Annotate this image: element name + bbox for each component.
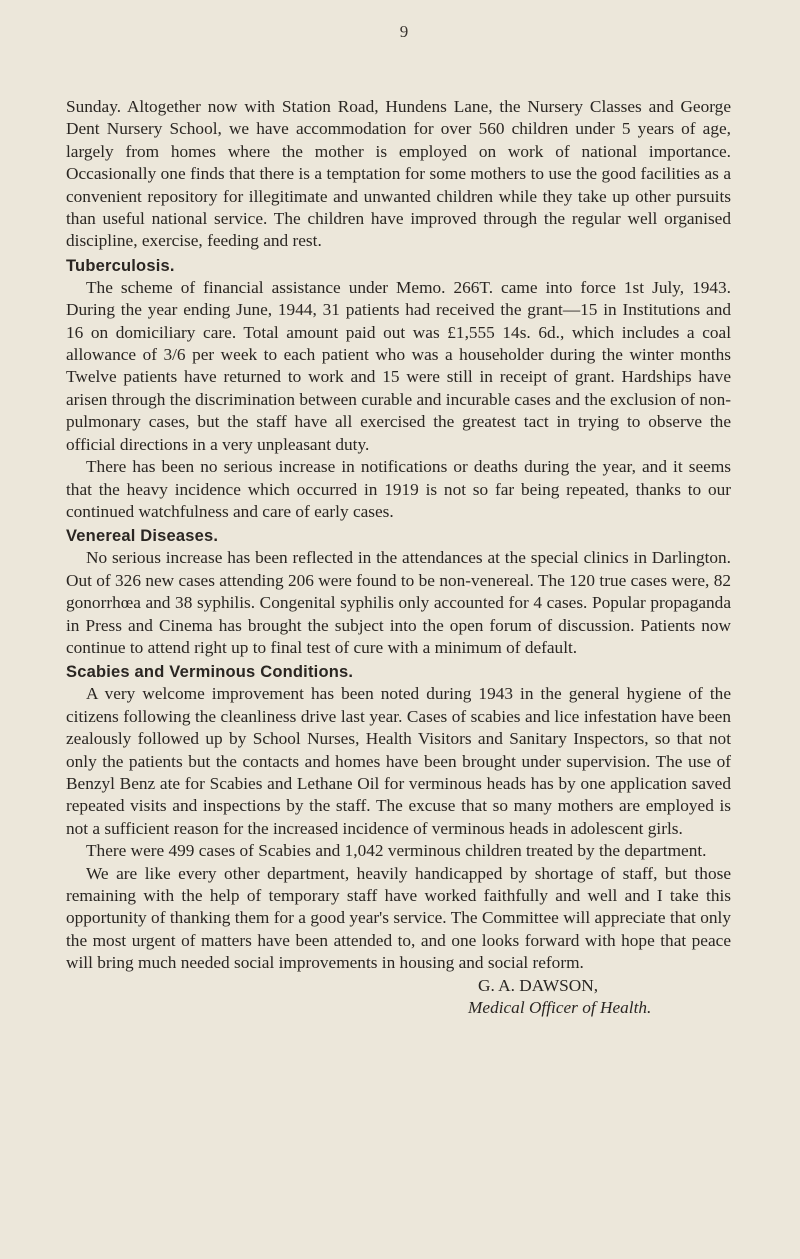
- venereal-heading: Venereal Diseases.: [66, 527, 219, 546]
- tuberculosis-section: [66, 256, 731, 523]
- scabies-heading: Scabies and Verminous Conditions.: [66, 663, 354, 682]
- scabies-paragraph-1: A very welcome improvement has been noted during 1943 in the general hygiene of the citizens following the cleanliness drive last year. Cases of scabies and lice infestation have been zealously followed up by School Nurses, Health Visitors and Sanitary Inspectors, so that not only the patients but the contacts and homes have been brought under supervision. The use of Benzyl Benz ate for Scabies and Lethane Oil for verminous heads has by one application saved repeated visits and inspections by the staff. The excuse that so many mothers are employed is not a sufficient reason for the increased incidence of verminous heads in adolescent girls.: [66, 684, 731, 838]
- tuberculosis-paragraph-2: There has been no serious increase in notifications or deaths during the year, and it seems that the heavy incidence which occurred in 1919 is not so far being repeated, thanks to our continued watchfulness and care of early cases.: [66, 457, 731, 521]
- intro-paragraph: Sunday. Altogether now with Station Road, Hundens Lane, the Nursery Classes and George Dent Nursery School, we have accommodation for over 560 children under 5 years of age, largely from homes where the mother is employed on work of national importance. Occasionally one finds that there is a temptation for some mothers to use the good facilities as a convenient repository for illegitimate and unwanted children while they take up other pursuits than useful national service. The children have improved through the regular well organised discipline, exercise, feeding and rest.: [66, 97, 731, 251]
- signature-name: G. A. DAWSON,: [478, 975, 599, 995]
- scabies-paragraph-2: There were 499 cases of Scabies and 1,042 verminous children treated by the department.: [86, 841, 707, 861]
- tuberculosis-heading: Tuberculosis.: [66, 256, 175, 275]
- venereal-section: [66, 526, 731, 659]
- page-number: 9: [399, 22, 409, 41]
- scabies-section: [66, 662, 731, 974]
- signature-title: Medical Officer of Health.: [468, 998, 652, 1018]
- venereal-paragraph-1: No serious increase has been reflected in the attendances at the special clinics in Darlington. Out of 326 new cases attending 206 were found to be non-venereal. The 120 true cases were, 82 gonorrhœa and 38 syphilis. Congenital syphilis only accounted for 4 cases. Popular propaganda in Press and Cinema has brought the subject into the open forum of discussion. Patients now continue to attend right up to final test of cure with a minimum of default.: [66, 548, 731, 657]
- scabies-paragraph-3: We are like every other department, heavily handicapped by shortage of staff, but those remaining with the help of temporary staff have worked faithfully and well and I take this opportunity of thanking them for a good year's service. The Committee will appreciate that only the most urgent of matters have been attended to, and one looks forward with hope that peace will bring much needed social improvements in housing and social reform.: [66, 863, 731, 973]
- report-page: [66, 96, 731, 1019]
- tuberculosis-paragraph-1: The scheme of financial assistance under Memo. 266T. came into force 1st July, 1943. During the year ending June, 1944, 31 patients had received the grant—15 in Institutions and 16 on domiciliary care. Total amount paid out was £1,555 14s. 6d., which includes a coal allowance of 3/6 per week to each patient who was a householder during the winter months Twelve patients have returned to work and 15 were still in receipt of grant. Hardships have arisen through the discrimination between curable and incurable cases and the exclusion of non-pulmonary cases, but the staff have all exercised the greatest tact in trying to observe the official directions in a very unpleasant duty.: [66, 277, 731, 454]
